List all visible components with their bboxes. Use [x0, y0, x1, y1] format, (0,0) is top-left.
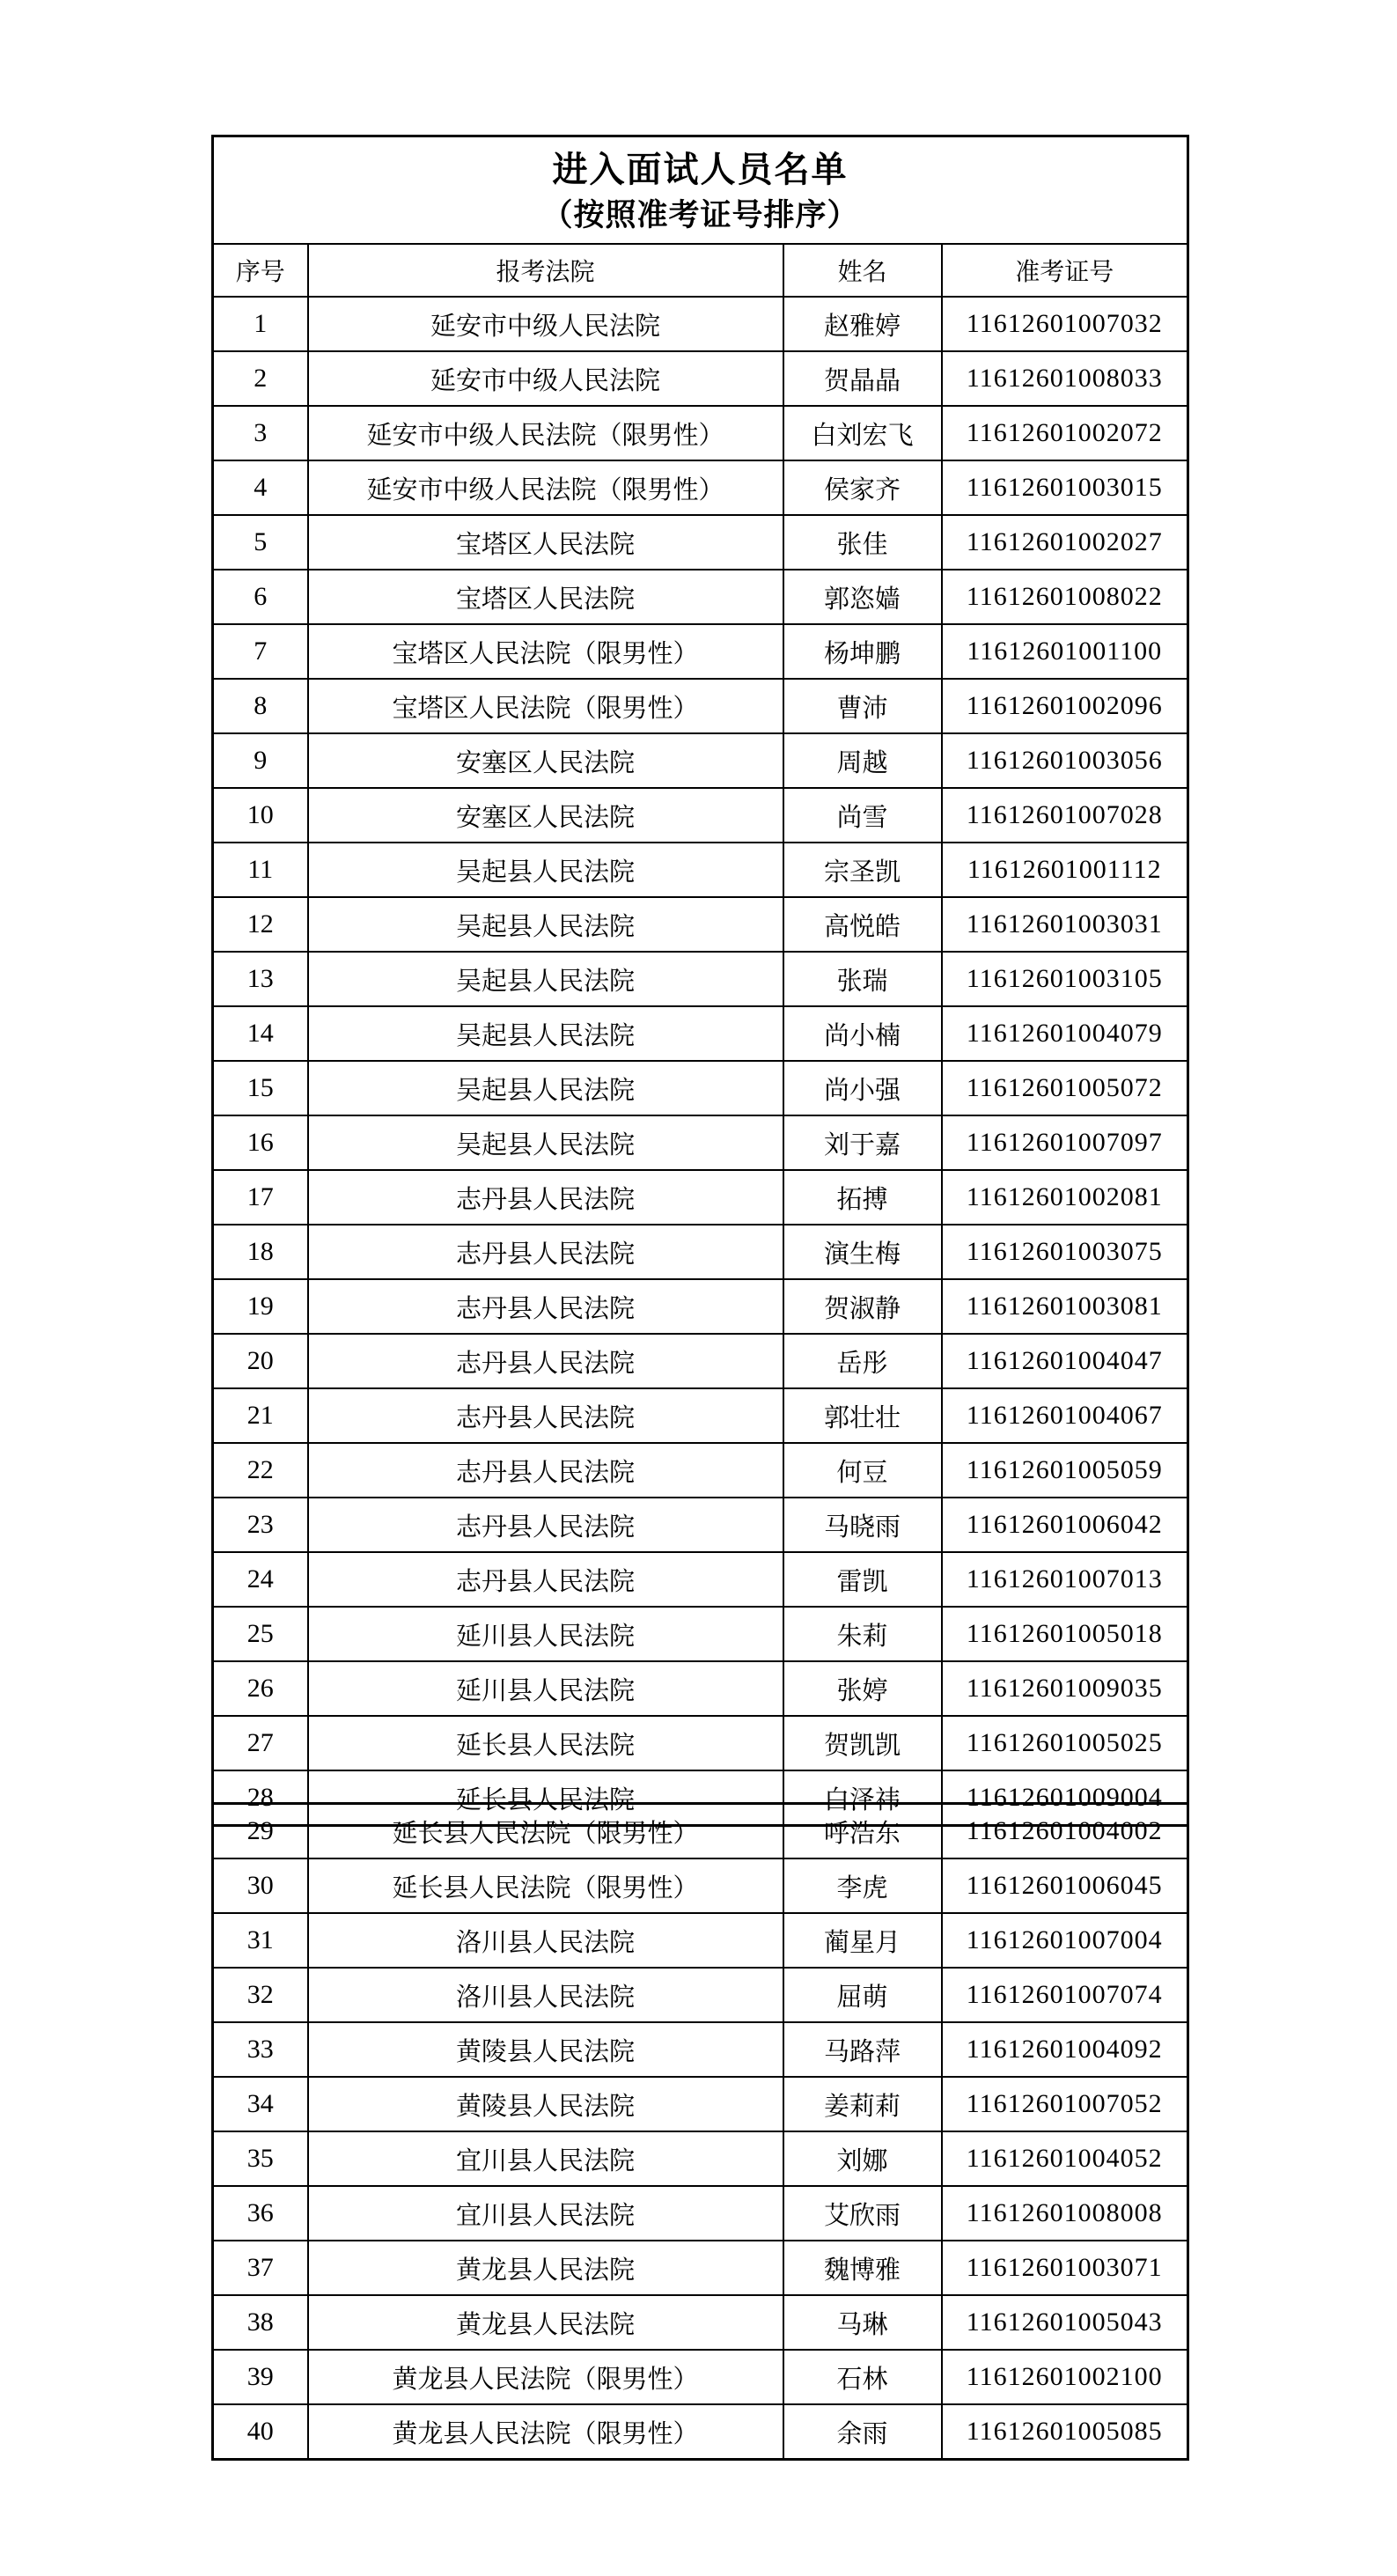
table-row — [213, 351, 1188, 406]
title-cell — [213, 136, 1188, 245]
cell-serial-number: 14 — [213, 1006, 308, 1061]
table-row — [213, 515, 1188, 570]
cell-ticket-number: 11612601007074 — [942, 1968, 1188, 2022]
cell-serial-number: 22 — [213, 1443, 308, 1498]
cell-court: 吴起县人民法院 — [308, 843, 783, 897]
cell-court: 宜川县人民法院 — [308, 2186, 783, 2241]
cell-ticket-number: 11612601003071 — [942, 2241, 1188, 2295]
cell-serial-number: 2 — [213, 351, 308, 406]
cell-court: 志丹县人民法院 — [308, 1388, 783, 1443]
cell-ticket-number: 11612601008033 — [942, 351, 1188, 406]
cell-serial-number: 37 — [213, 2241, 308, 2295]
cell-serial-number: 7 — [213, 624, 308, 679]
cell-serial-number: 34 — [213, 2077, 308, 2131]
cell-serial-number: 10 — [213, 788, 308, 843]
cell-name: 周越 — [783, 733, 942, 788]
cell-serial-number: 23 — [213, 1498, 308, 1552]
table-row — [213, 1716, 1188, 1770]
cell-court: 安塞区人民法院 — [308, 788, 783, 843]
cell-name: 贺凯凯 — [783, 1716, 942, 1770]
cell-court: 黄陵县人民法院 — [308, 2022, 783, 2077]
table-row — [213, 1115, 1188, 1170]
cell-serial-number: 21 — [213, 1388, 308, 1443]
cell-ticket-number: 11612601003031 — [942, 897, 1188, 952]
cell-serial-number: 36 — [213, 2186, 308, 2241]
cell-serial-number: 29 — [213, 1804, 308, 1859]
table-row — [213, 460, 1188, 515]
cell-serial-number: 28 — [213, 1770, 308, 1826]
interview-list-table-part1 — [211, 135, 1189, 1827]
cell-serial-number: 30 — [213, 1858, 308, 1913]
cell-name: 侯家齐 — [783, 460, 942, 515]
table-row — [213, 1006, 1188, 1061]
cell-name: 宗圣凯 — [783, 843, 942, 897]
cell-court: 黄龙县人民法院 — [308, 2241, 783, 2295]
cell-serial-number: 33 — [213, 2022, 308, 2077]
cell-court: 志丹县人民法院 — [308, 1498, 783, 1552]
cell-court: 黄龙县人民法院（限男性） — [308, 2350, 783, 2404]
cell-name: 何豆 — [783, 1443, 942, 1498]
cell-serial-number: 20 — [213, 1334, 308, 1388]
cell-serial-number: 32 — [213, 1968, 308, 2022]
cell-name: 尚小强 — [783, 1061, 942, 1115]
cell-court: 洛川县人民法院 — [308, 1968, 783, 2022]
cell-court: 吴起县人民法院 — [308, 1006, 783, 1061]
cell-name: 张婷 — [783, 1661, 942, 1716]
cell-name: 岳彤 — [783, 1334, 942, 1388]
column-header-no: 序号 — [213, 244, 308, 297]
cell-serial-number: 13 — [213, 952, 308, 1006]
cell-court: 吴起县人民法院 — [308, 897, 783, 952]
table-row — [213, 843, 1188, 897]
cell-court: 志丹县人民法院 — [308, 1443, 783, 1498]
table-row — [213, 2131, 1188, 2186]
cell-court: 吴起县人民法院 — [308, 1061, 783, 1115]
cell-serial-number: 39 — [213, 2350, 308, 2404]
cell-serial-number: 38 — [213, 2295, 308, 2350]
cell-ticket-number: 11612601001112 — [942, 843, 1188, 897]
cell-serial-number: 12 — [213, 897, 308, 952]
cell-court: 延安市中级人民法院 — [308, 351, 783, 406]
cell-ticket-number: 11612601004047 — [942, 1334, 1188, 1388]
cell-court: 延安市中级人民法院（限男性） — [308, 460, 783, 515]
table-row — [213, 1443, 1188, 1498]
table-row — [213, 1913, 1188, 1968]
table-row — [213, 679, 1188, 733]
table-row — [213, 570, 1188, 624]
cell-name: 白泽祎 — [783, 1770, 942, 1826]
cell-ticket-number: 11612601002100 — [942, 2350, 1188, 2404]
cell-ticket-number: 11612601002096 — [942, 679, 1188, 733]
cell-ticket-number: 11612601006042 — [942, 1498, 1188, 1552]
cell-serial-number: 19 — [213, 1279, 308, 1334]
table-row — [213, 1225, 1188, 1279]
cell-serial-number: 9 — [213, 733, 308, 788]
title-row — [213, 136, 1188, 245]
cell-ticket-number: 11612601004067 — [942, 1388, 1188, 1443]
cell-name: 张瑞 — [783, 952, 942, 1006]
cell-court: 延川县人民法院 — [308, 1607, 783, 1661]
table-row — [213, 2295, 1188, 2350]
cell-court: 宝塔区人民法院 — [308, 515, 783, 570]
cell-name: 余雨 — [783, 2404, 942, 2460]
table-row — [213, 2241, 1188, 2295]
table-row — [213, 1858, 1188, 1913]
cell-name: 尚雪 — [783, 788, 942, 843]
cell-serial-number: 25 — [213, 1607, 308, 1661]
cell-court: 吴起县人民法院 — [308, 1115, 783, 1170]
cell-court: 延长县人民法院 — [308, 1770, 783, 1826]
cell-court: 安塞区人民法院 — [308, 733, 783, 788]
cell-name: 呼浩东 — [783, 1804, 942, 1859]
table-row — [213, 1061, 1188, 1115]
cell-name: 高悦皓 — [783, 897, 942, 952]
cell-serial-number: 15 — [213, 1061, 308, 1115]
cell-court: 宝塔区人民法院（限男性） — [308, 679, 783, 733]
cell-name: 白刘宏飞 — [783, 406, 942, 460]
cell-serial-number: 16 — [213, 1115, 308, 1170]
cell-ticket-number: 11612601006045 — [942, 1858, 1188, 1913]
table-row — [213, 1170, 1188, 1225]
cell-ticket-number: 11612601003081 — [942, 1279, 1188, 1334]
interview-list-table-part2 — [211, 1802, 1189, 2461]
table-row — [213, 1498, 1188, 1552]
cell-court: 志丹县人民法院 — [308, 1279, 783, 1334]
cell-name: 蔺星月 — [783, 1913, 942, 1968]
cell-name: 刘于嘉 — [783, 1115, 942, 1170]
cell-name: 贺淑静 — [783, 1279, 942, 1334]
cell-court: 延长县人民法院（限男性） — [308, 1858, 783, 1913]
cell-ticket-number: 11612601003105 — [942, 952, 1188, 1006]
cell-court: 宜川县人民法院 — [308, 2131, 783, 2186]
table-row — [213, 1661, 1188, 1716]
cell-name: 屈萌 — [783, 1968, 942, 2022]
cell-court: 黄龙县人民法院（限男性） — [308, 2404, 783, 2460]
table-row — [213, 1552, 1188, 1607]
cell-ticket-number: 11612601007028 — [942, 788, 1188, 843]
cell-court: 延长县人民法院（限男性） — [308, 1804, 783, 1859]
table-row — [213, 1334, 1188, 1388]
table-body-part1 — [213, 297, 1188, 1826]
cell-serial-number: 5 — [213, 515, 308, 570]
cell-name: 演生梅 — [783, 1225, 942, 1279]
cell-ticket-number: 11612601003075 — [942, 1225, 1188, 1279]
cell-ticket-number: 11612601002081 — [942, 1170, 1188, 1225]
table-row — [213, 406, 1188, 460]
cell-name: 石林 — [783, 2350, 942, 2404]
cell-ticket-number: 11612601005043 — [942, 2295, 1188, 2350]
cell-ticket-number: 11612601009004 — [942, 1770, 1188, 1826]
table-row — [213, 1279, 1188, 1334]
column-header-name: 姓名 — [783, 244, 942, 297]
cell-ticket-number: 11612601002027 — [942, 515, 1188, 570]
table-body-part2 — [213, 1804, 1188, 2460]
cell-name: 马晓雨 — [783, 1498, 942, 1552]
cell-ticket-number: 11612601001100 — [942, 624, 1188, 679]
cell-court: 宝塔区人民法院 — [308, 570, 783, 624]
cell-serial-number: 1 — [213, 297, 308, 351]
cell-court: 洛川县人民法院 — [308, 1913, 783, 1968]
cell-name: 拓搏 — [783, 1170, 942, 1225]
cell-name: 马琳 — [783, 2295, 942, 2350]
cell-court: 黄龙县人民法院 — [308, 2295, 783, 2350]
cell-serial-number: 18 — [213, 1225, 308, 1279]
column-header-court: 报考法院 — [308, 244, 783, 297]
table-row — [213, 733, 1188, 788]
table-row — [213, 2077, 1188, 2131]
cell-name: 贺晶晶 — [783, 351, 942, 406]
cell-name: 刘娜 — [783, 2131, 942, 2186]
cell-ticket-number: 11612601007052 — [942, 2077, 1188, 2131]
cell-name: 曹沛 — [783, 679, 942, 733]
cell-ticket-number: 11612601003056 — [942, 733, 1188, 788]
cell-name: 魏博雅 — [783, 2241, 942, 2295]
cell-court: 志丹县人民法院 — [308, 1225, 783, 1279]
cell-name: 朱莉 — [783, 1607, 942, 1661]
cell-serial-number: 11 — [213, 843, 308, 897]
cell-serial-number: 31 — [213, 1913, 308, 1968]
table-row — [213, 952, 1188, 1006]
cell-serial-number: 35 — [213, 2131, 308, 2186]
table-row — [213, 897, 1188, 952]
cell-ticket-number: 11612601007032 — [942, 297, 1188, 351]
cell-ticket-number: 11612601005072 — [942, 1061, 1188, 1115]
table-row — [213, 2404, 1188, 2460]
table-row — [213, 1388, 1188, 1443]
cell-ticket-number: 11612601009035 — [942, 1661, 1188, 1716]
cell-serial-number: 8 — [213, 679, 308, 733]
cell-name: 雷凯 — [783, 1552, 942, 1607]
cell-ticket-number: 11612601008022 — [942, 570, 1188, 624]
cell-ticket-number: 11612601004079 — [942, 1006, 1188, 1061]
cell-name: 李虎 — [783, 1858, 942, 1913]
cell-court: 志丹县人民法院 — [308, 1170, 783, 1225]
cell-ticket-number: 11612601007097 — [942, 1115, 1188, 1170]
table-row — [213, 788, 1188, 843]
cell-serial-number: 24 — [213, 1552, 308, 1607]
table-row — [213, 2186, 1188, 2241]
cell-name: 郭壮壮 — [783, 1388, 942, 1443]
cell-ticket-number: 11612601002072 — [942, 406, 1188, 460]
cell-ticket-number: 11612601005018 — [942, 1607, 1188, 1661]
cell-name: 姜莉莉 — [783, 2077, 942, 2131]
cell-court: 延长县人民法院 — [308, 1716, 783, 1770]
cell-serial-number: 3 — [213, 406, 308, 460]
cell-ticket-number: 11612601003015 — [942, 460, 1188, 515]
cell-name: 马路萍 — [783, 2022, 942, 2077]
cell-serial-number: 40 — [213, 2404, 308, 2460]
table-row — [213, 297, 1188, 351]
table-row — [213, 1968, 1188, 2022]
cell-court: 延安市中级人民法院（限男性） — [308, 406, 783, 460]
cell-serial-number: 17 — [213, 1170, 308, 1225]
cell-court: 志丹县人民法院 — [308, 1334, 783, 1388]
cell-ticket-number: 11612601005025 — [942, 1716, 1188, 1770]
cell-ticket-number: 11612601004092 — [942, 2022, 1188, 2077]
page-title: 进入面试人员名单 — [552, 150, 849, 190]
cell-serial-number: 6 — [213, 570, 308, 624]
cell-name: 艾欣雨 — [783, 2186, 942, 2241]
cell-court: 宝塔区人民法院（限男性） — [308, 624, 783, 679]
table-row — [213, 1607, 1188, 1661]
cell-ticket-number: 11612601004052 — [942, 2131, 1188, 2186]
cell-name: 杨坤鹏 — [783, 624, 942, 679]
cell-ticket-number: 11612601007004 — [942, 1913, 1188, 1968]
cell-serial-number: 26 — [213, 1661, 308, 1716]
table-row — [213, 2350, 1188, 2404]
page-subtitle: （按照准考证号排序） — [541, 198, 859, 233]
cell-serial-number: 27 — [213, 1716, 308, 1770]
cell-ticket-number: 11612601005085 — [942, 2404, 1188, 2460]
cell-court: 吴起县人民法院 — [308, 952, 783, 1006]
column-header-row — [213, 244, 1188, 297]
cell-court: 延安市中级人民法院 — [308, 297, 783, 351]
cell-ticket-number: 11612601008008 — [942, 2186, 1188, 2241]
cell-serial-number: 4 — [213, 460, 308, 515]
column-header-ticket: 准考证号 — [942, 244, 1188, 297]
table-row — [213, 624, 1188, 679]
table-row — [213, 2022, 1188, 2077]
cell-ticket-number: 11612601004002 — [942, 1804, 1188, 1859]
cell-court: 志丹县人民法院 — [308, 1552, 783, 1607]
cell-court: 延川县人民法院 — [308, 1661, 783, 1716]
cell-ticket-number: 11612601005059 — [942, 1443, 1188, 1498]
table-row — [213, 1804, 1188, 1859]
cell-name: 郭恣嫱 — [783, 570, 942, 624]
cell-ticket-number: 11612601007013 — [942, 1552, 1188, 1607]
cell-name: 尚小楠 — [783, 1006, 942, 1061]
cell-name: 赵雅婷 — [783, 297, 942, 351]
cell-court: 黄陵县人民法院 — [308, 2077, 783, 2131]
cell-name: 张佳 — [783, 515, 942, 570]
